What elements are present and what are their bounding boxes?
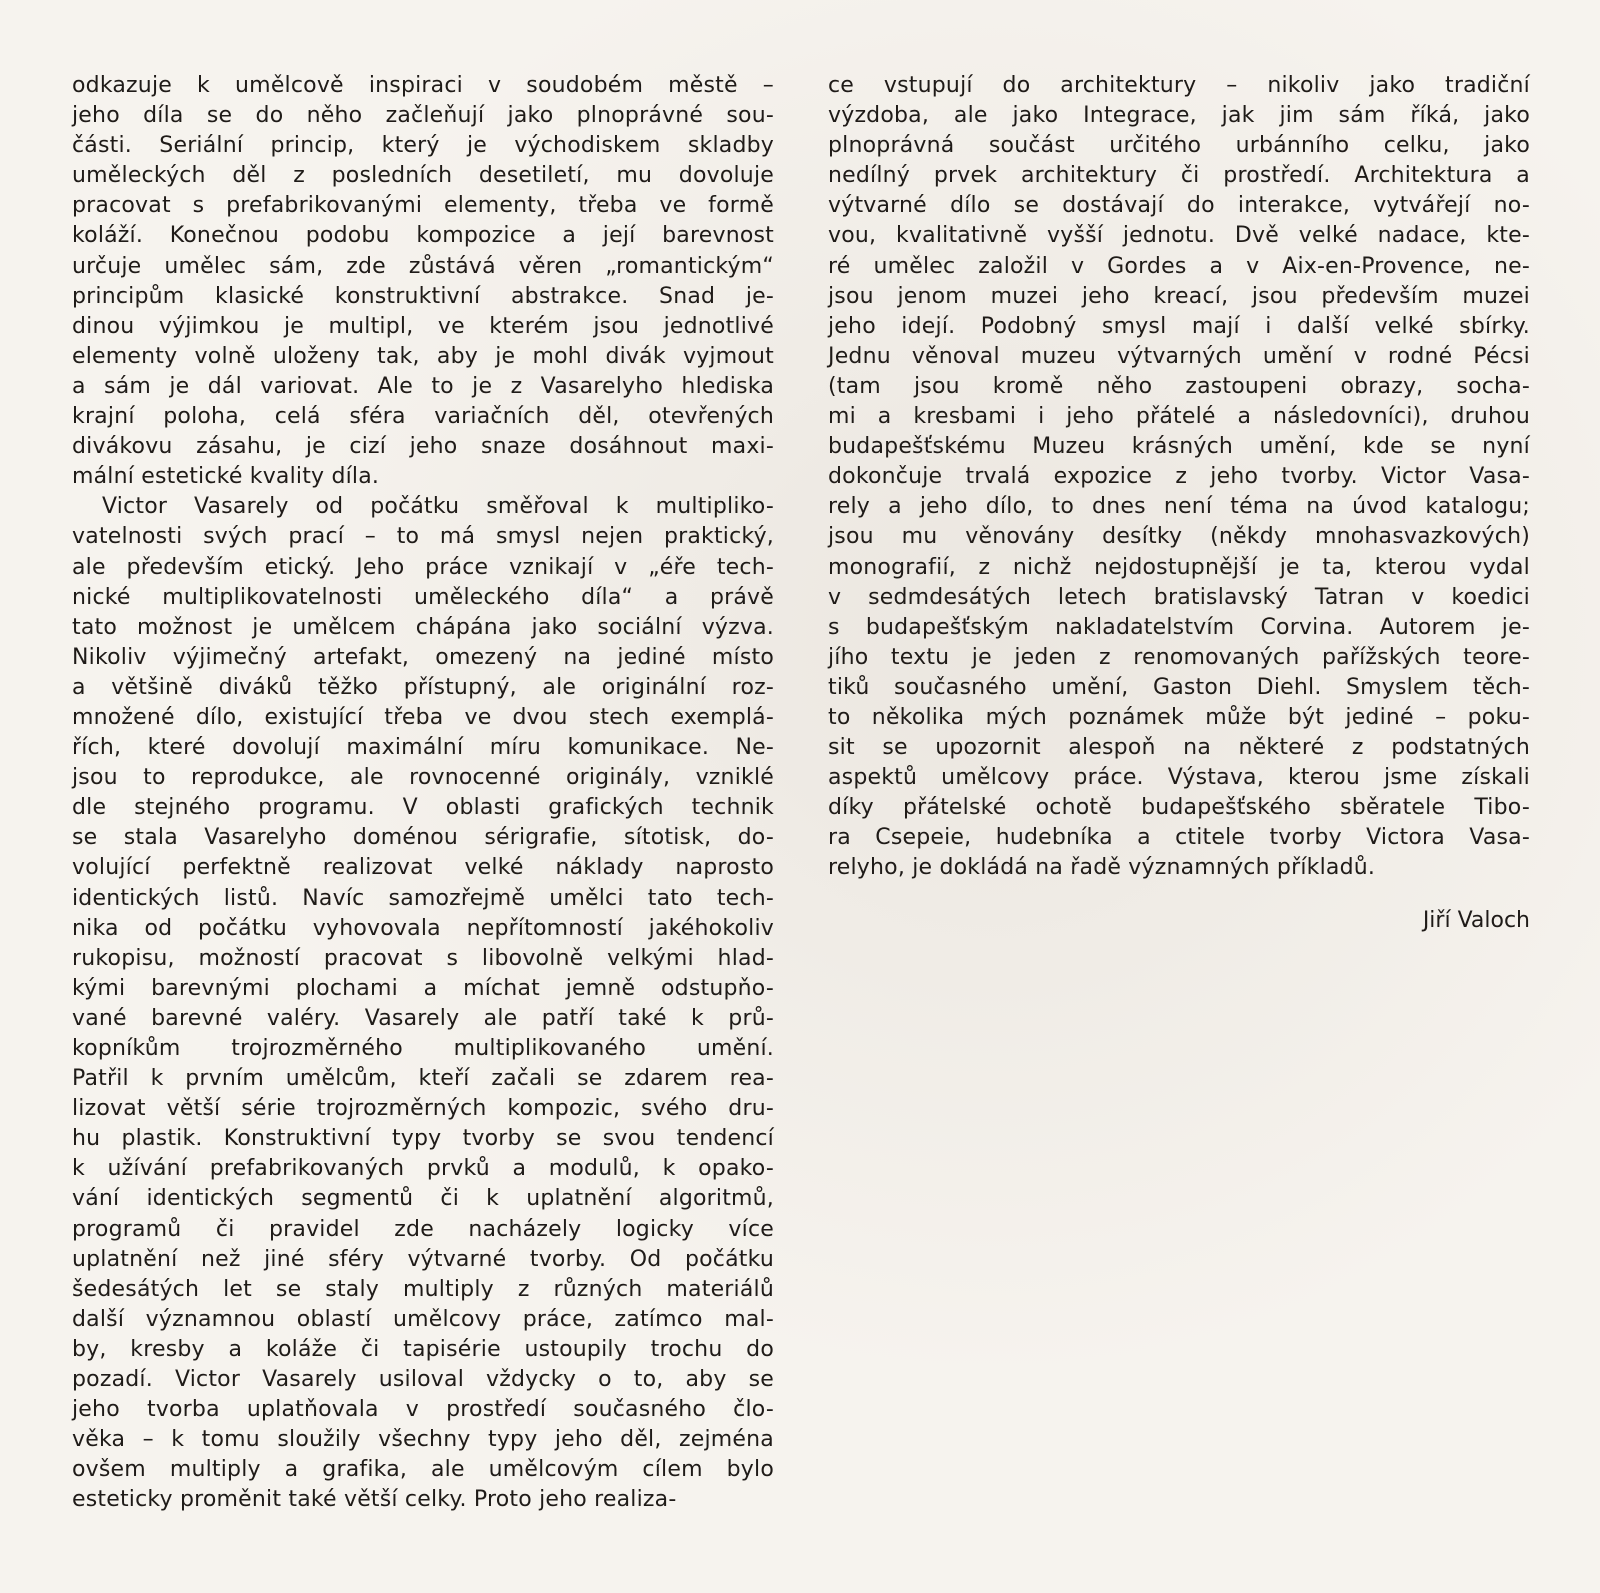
text-line: kopníkům trojrozměrného multiplikovaného umění.: [72, 1036, 774, 1061]
text-line: a sám je dál variovat. Ale to je z Vasarelyho hlediska: [72, 373, 774, 399]
text-line: věka – k tomu sloužily všechny typy jeho děl, zejména: [72, 1427, 774, 1453]
text-line: řích, které dovolují maximální míru komunikace. Ne-: [72, 735, 774, 761]
text-line: esteticky proměnit také větší celky. Proto jeho realiza-: [72, 1487, 677, 1513]
text-line: výtvarné dílo se dostávají do interakce, vytvářejí no-: [828, 193, 1530, 219]
text-line: Nikoliv výjimečný artefakt, omezený na jediné místo: [72, 644, 774, 670]
text-line: nika od počátku vyhovovala nepřítomností jakéhokoliv: [72, 915, 774, 941]
left-text-column: [72, 71, 774, 1516]
text-line: Patřil k prvním umělcům, kteří začali se zdarem rea-: [72, 1066, 774, 1092]
text-line: jsou jenom muzei jeho kreací, jsou především muzei: [828, 283, 1530, 309]
text-line: a většině diváků těžko přístupný, ale originální roz-: [72, 674, 774, 700]
text-line: krajní poloha, celá sféra variačních děl, otevřených: [72, 404, 774, 430]
text-line: ale především etický. Jeho práce vznikají v „éře tech-: [72, 554, 774, 580]
text-line: by, kresby a koláže či tapisérie ustoupily trochu do: [72, 1336, 774, 1362]
text-line: sit se upozornit alespoň na některé z podstatných: [828, 735, 1530, 761]
text-line: vatelnosti svých prací – to má smysl nejen praktický,: [72, 524, 774, 550]
text-line: koláží. Konečnou podobu kompozice a její barevnost: [72, 223, 774, 249]
text-line: tato možnost je umělcem chápána jako sociální výzva.: [72, 614, 774, 640]
right-text-column: [828, 71, 1530, 884]
text-line: množené dílo, existující třeba ve dvou stech exemplá-: [72, 704, 774, 730]
text-line: principům klasické konstruktivní abstrakce. Snad je-: [72, 283, 774, 309]
text-line: nedílný prvek architektury či prostředí. Architektura a: [828, 163, 1530, 189]
text-line: ré umělec založil v Gordes a v Aix-en-Provence, ne-: [828, 253, 1530, 279]
text-line: určuje umělec sám, zde zůstává věren „romantickým“: [72, 253, 774, 279]
text-line: vané barevné valéry. Vasarely ale patří také k prů-: [72, 1005, 774, 1031]
text-line: budapešťskému Muzeu krásných umění, kde se nyní: [828, 434, 1530, 460]
text-line: vání identických segmentů či k uplatnění algoritmů,: [72, 1186, 774, 1212]
text-line: uměleckých děl z posledních desetiletí, mu dovoluje: [72, 163, 774, 189]
text-line: aspektů umělcovy práce. Výstava, kterou jsme získali: [828, 765, 1530, 791]
text-line: programů či pravidel zde nacházely logicky více: [72, 1216, 774, 1242]
text-line: ra Csepeie, hudebníka a ctitele tvorby Victora Vasa-: [828, 825, 1530, 851]
text-line: lizovat větší série trojrozměrných kompozic, svého dru-: [72, 1096, 774, 1122]
text-line: Jednu věnoval muzeu výtvarných umění v rodné Pécsi: [828, 343, 1530, 369]
text-line: výzdoba, ale jako Integrace, jak jim sám říká, jako: [828, 103, 1530, 129]
text-line: jeho díla se do něho začleňují jako plnoprávné sou-: [72, 103, 774, 129]
text-line: identických listů. Navíc samozřejmě umělci tato tech-: [72, 885, 774, 911]
text-line: další významnou oblastí umělcovy práce, zatímco mal-: [72, 1306, 774, 1332]
text-line: hu plastik. Konstruktivní typy tvorby se svou tendencí: [72, 1126, 774, 1152]
text-line: plnoprávná součást určitého urbánního celku, jako: [828, 133, 1530, 159]
text-line: šedesátých let se staly multiply z různých materiálů: [72, 1276, 774, 1302]
text-line: vou, kvalitativně vyšší jednotu. Dvě velké nadace, kte-: [828, 223, 1530, 249]
text-line: dinou výjimkou je multipl, ve kterém jsou jednotlivé: [72, 313, 774, 339]
text-line: monografií, z nichž nejdostupnější je ta, kterou vydal: [828, 554, 1530, 580]
text-line: ovšem multiply a grafika, ale umělcovým cílem bylo: [72, 1457, 774, 1483]
text-line: kými barevnými plochami a míchat jemně odstupňo-: [72, 975, 774, 1001]
text-line: odkazuje k umělcově inspiraci v soudobém městě –: [72, 73, 774, 98]
text-line: jsou to reprodukce, ale rovnocenné originály, vzniklé: [72, 765, 774, 791]
text-line: díky přátelské ochotě budapešťského sběratele Tibo-: [828, 795, 1530, 821]
text-line: (tam jsou kromě něho zastoupeni obrazy, socha-: [828, 373, 1530, 399]
text-line: dle stejného programu. V oblasti grafických technik: [72, 795, 774, 821]
text-line: části. Seriální princip, který je východiskem skladby: [72, 133, 774, 159]
text-line: ce vstupují do architektury – nikoliv jako tradiční: [828, 73, 1530, 98]
text-line: se stala Vasarelyho doménou sérigrafie, sítotisk, do-: [72, 825, 774, 851]
author-signature: Jiří Valoch: [1422, 908, 1530, 933]
text-line: jeho idejí. Podobný smysl mají i další velké sbírky.: [828, 313, 1530, 339]
text-line: divákovu zásahu, je cizí jeho snaze dosáhnout maxi-: [72, 434, 774, 460]
text-line: Victor Vasarely od počátku směřoval k multipliko-: [102, 494, 774, 520]
text-line: k užívání prefabrikovaných prvků a modulů, k opako-: [72, 1156, 774, 1182]
text-line: rukopisu, možností pracovat s libovolně velkými hlad-: [72, 945, 774, 971]
text-line: rely a jeho dílo, to dnes není téma na úvod katalogu;: [828, 494, 1530, 520]
text-line: mi a kresbami i jeho přátelé a následovníci), druhou: [828, 404, 1530, 430]
text-line: pracovat s prefabrikovanými elementy, třeba ve formě: [72, 193, 774, 219]
text-line: volující perfektně realizovat velké náklady naprosto: [72, 855, 774, 881]
text-line: mální estetické kvality díla.: [72, 464, 380, 490]
text-line: pozadí. Victor Vasarely usiloval vždycky o to, aby se: [72, 1367, 774, 1393]
text-line: v sedmdesátých letech bratislavský Tatran v koedici: [828, 584, 1530, 610]
text-line: jeho tvorba uplatňovala v prostředí současného člo-: [72, 1397, 774, 1423]
text-line: elementy volně uloženy tak, aby je mohl divák vyjmout: [72, 343, 774, 369]
text-line: jsou mu věnovány desítky (někdy mnohasvazkových): [828, 524, 1530, 550]
text-line: s budapešťským nakladatelstvím Corvina. Autorem je-: [828, 614, 1530, 640]
text-line: jího textu je jeden z renomovaných pařížských teore-: [828, 644, 1530, 670]
text-line: relyho, je dokládá na řadě významných příkladů.: [828, 855, 1376, 881]
text-line: tiků současného umění, Gaston Diehl. Smyslem těch-: [828, 674, 1530, 700]
text-line: uplatnění než jiné sféry výtvarné tvorby. Od počátku: [72, 1246, 774, 1272]
text-line: dokončuje trvalá expozice z jeho tvorby. Victor Vasa-: [828, 464, 1530, 490]
text-line: to několika mých poznámek může být jediné – poku-: [828, 704, 1530, 730]
text-line: nické multiplikovatelnosti uměleckého díla“ a právě: [72, 584, 774, 610]
